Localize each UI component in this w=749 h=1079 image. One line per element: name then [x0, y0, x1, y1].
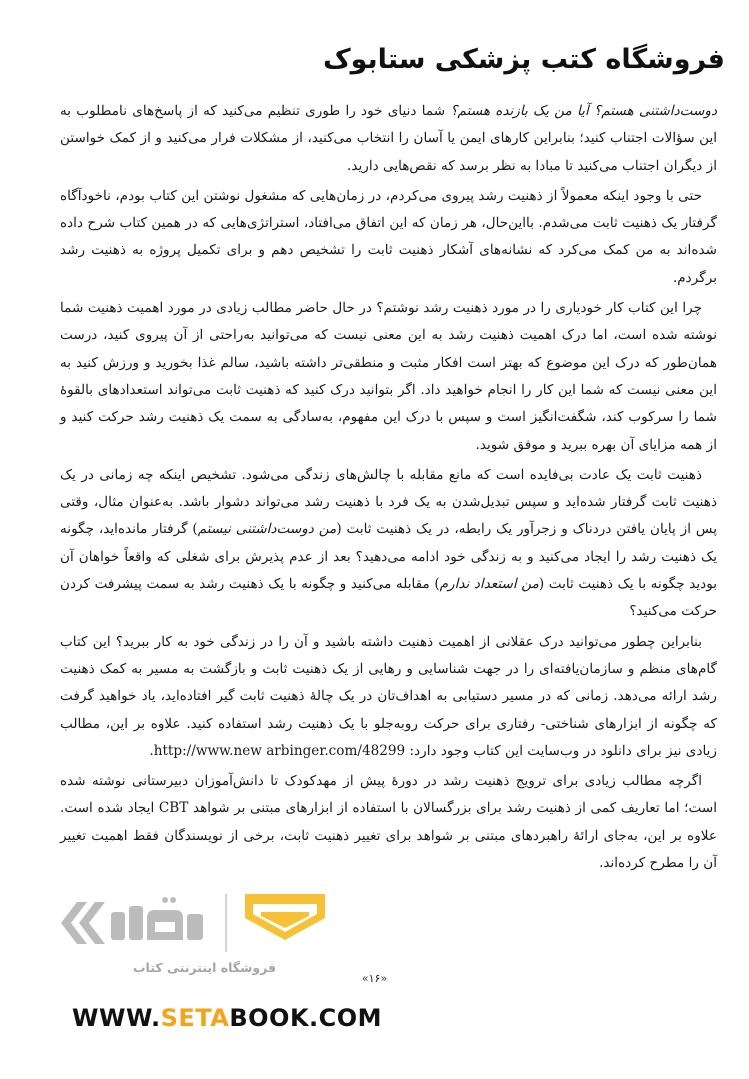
paragraph-2: حتی با وجود اینکه معمولاً از ذهنیت رشد پیروی می‌کردم، در زمان‌هایی که مشغول نوشتن این کتاب بودم، ناخودآگاه گرفتار یک ذهنیت ثابت می‌شدم. بااین‌حال، هر زمان که این اتفاق می‌افتاد، استراتژی‌هایی که در همین کتاب شرح داده شده‌اند به من کمک می‌کرد که نشانه‌های آشکار ذهنیت ثابت را تشخیص دهم و برای تکمیل پروژه به ذهنیت رشد برگردم.: [60, 187, 717, 286]
paragraph-4: ذهنیت ثابت یک عادت بی‌فایده است که مانع مقابله با چالش‌های زندگی می‌شود. تشخیص اینکه چه زمانی در یک ذهنیت ثابت گرفتار شده‌اید و سپس تبدیل‌شدن به یک فرد با ذهنیت رشد می‌تواند دشوار باشد. به‌عنوان مثال، وقتی پس از پایان یافتن دردناک و زجرآور یک رابطه، در یک ذهنیت ثابت (من دوست‌داشتنی نیستم) گرفتار مانده‌اید، چگونه یک ذهنیت رشد را ایجاد می‌کنید و به زندگی خود ادامه می‌دهید؟ بعد از عدم پذیرش برای شغلی که واقعاً خواهان آن بودید چگونه با یک ذهنیت ثابت (من استعداد ندارم) مقابله می‌کنید و چگونه با یک ذهنیت رشد به سمت پیشرفت کردن حرکت می‌کنید؟: [60, 466, 717, 620]
footer-website-url[interactable]: WWW.SETABOOK.COM: [72, 1004, 383, 1032]
setabook-logo-icon: [55, 888, 385, 958]
book-website-link[interactable]: http://www.new arbinger.com/48299: [153, 742, 406, 759]
paragraph-1: دوست‌داشتنی هستم؟ آیا من یک بازنده هستم؟ شما دنیای خود را طوری تنظیم می‌کنید که از پاسخ‌های نامطلوب به این سؤالات اجتناب کنید؛ بنابراین کارهای ایمن یا آسان را انتخاب می‌کنید، از مشکلات فرار می‌کنید و از کمک خواستن از دیگران اجتناب می‌کنید تا مبادا به نظر برسد که نقص‌هایی دارید.: [60, 103, 717, 174]
setabook-watermark: [55, 888, 385, 978]
italic-phrase: من استعداد ندارم: [439, 576, 539, 593]
page-number: «۱۶»: [361, 972, 388, 985]
paragraph-6: اگرچه مطالب زیادی برای ترویج ذهنیت رشد در دورهٔ پیش از مهدکودک تا دانش‌آموزان دبیرستانی نوشته شده است؛ اما تعاریف کمی از ذهنیت رشد برای بزرگسالان با استفاده از ابزارهای مبتنی بر شواهد CBT ایجاد شده است. علاوه بر این، به‌جای ارائهٔ راهبردهای مبتنی بر شواهد برای تغییر ذهنیت ثابت، برخی از نویسندگان فقط اهمیت تغییر آن را مطرح کرده‌اند.: [60, 773, 718, 872]
italic-phrase: من دوست‌داشتنی نیستم: [197, 521, 337, 538]
body-text: [60, 98, 717, 880]
italic-phrase: دوست‌داشتنی هستم؟ آیا من یک بازنده هستم؟: [450, 103, 717, 119]
paragraph-5: بنابراین چطور می‌توانید درک عقلانی از اهمیت ذهنیت داشته باشید و آن را در زندگی خود به کار ببرید؟ این کتاب گام‌های منظم و سازمان‌یافته‌ای را در جهت شناسایی و رهایی از یک ذهنیت ثابت و بازگشت به مسیر به کمک ذهنیت رشد ارائه می‌دهد. زمانی که در مسیر دستیابی به اهداف‌تان در یک چالهٔ ذهنیت ثابت گیر افتاده‌اید، یاد خواهید گرفت که چگونه از ابزارهای شناختی- رفتاری برای حرکت روبه‌جلو با یک ذهنیت رشد استفاده کنید. علاوه بر این، مطالب زیادی نیز برای دانلود در وب‌سایت این کتاب وجود دارد: http://www.new arbinger.com/48299.: [60, 633, 717, 759]
paragraph-3: چرا این کتاب کار خودیاری را در مورد ذهنیت رشد نوشتم؟ در حال حاضر مطالب زیادی در مورد اهمیت ذهنیت شما نوشته شده است، اما درک اهمیت ذهنیت رشد به این معنی نیست که می‌توانید به‌راحتی از آن پیروی کنید، درست همان‌طور که درک این موضوع که بهتر است افکار مثبت و منطقی‌تر داشته باشید، سالم غذا بخورید و ورزش کنید به این معنی نیست که شما این کار را انجام خواهید داد. اگر بتوانید درک کنید که ذهنیت ثابت می‌تواند استعدادهای بالقوهٔ شما را سرکوب کند، شگفت‌انگیز است و سپس با درک این مفهوم، به‌سادگی به سمت یک ذهنیت رشد حرکت کنید و از همه مزایای آن بهره ببرید و موفق شوید.: [60, 300, 717, 453]
watermark-caption: فروشگاه اینترنتی کتاب: [133, 960, 277, 975]
store-title: فروشگاه کتب پزشکی ستابوک: [322, 44, 725, 75]
